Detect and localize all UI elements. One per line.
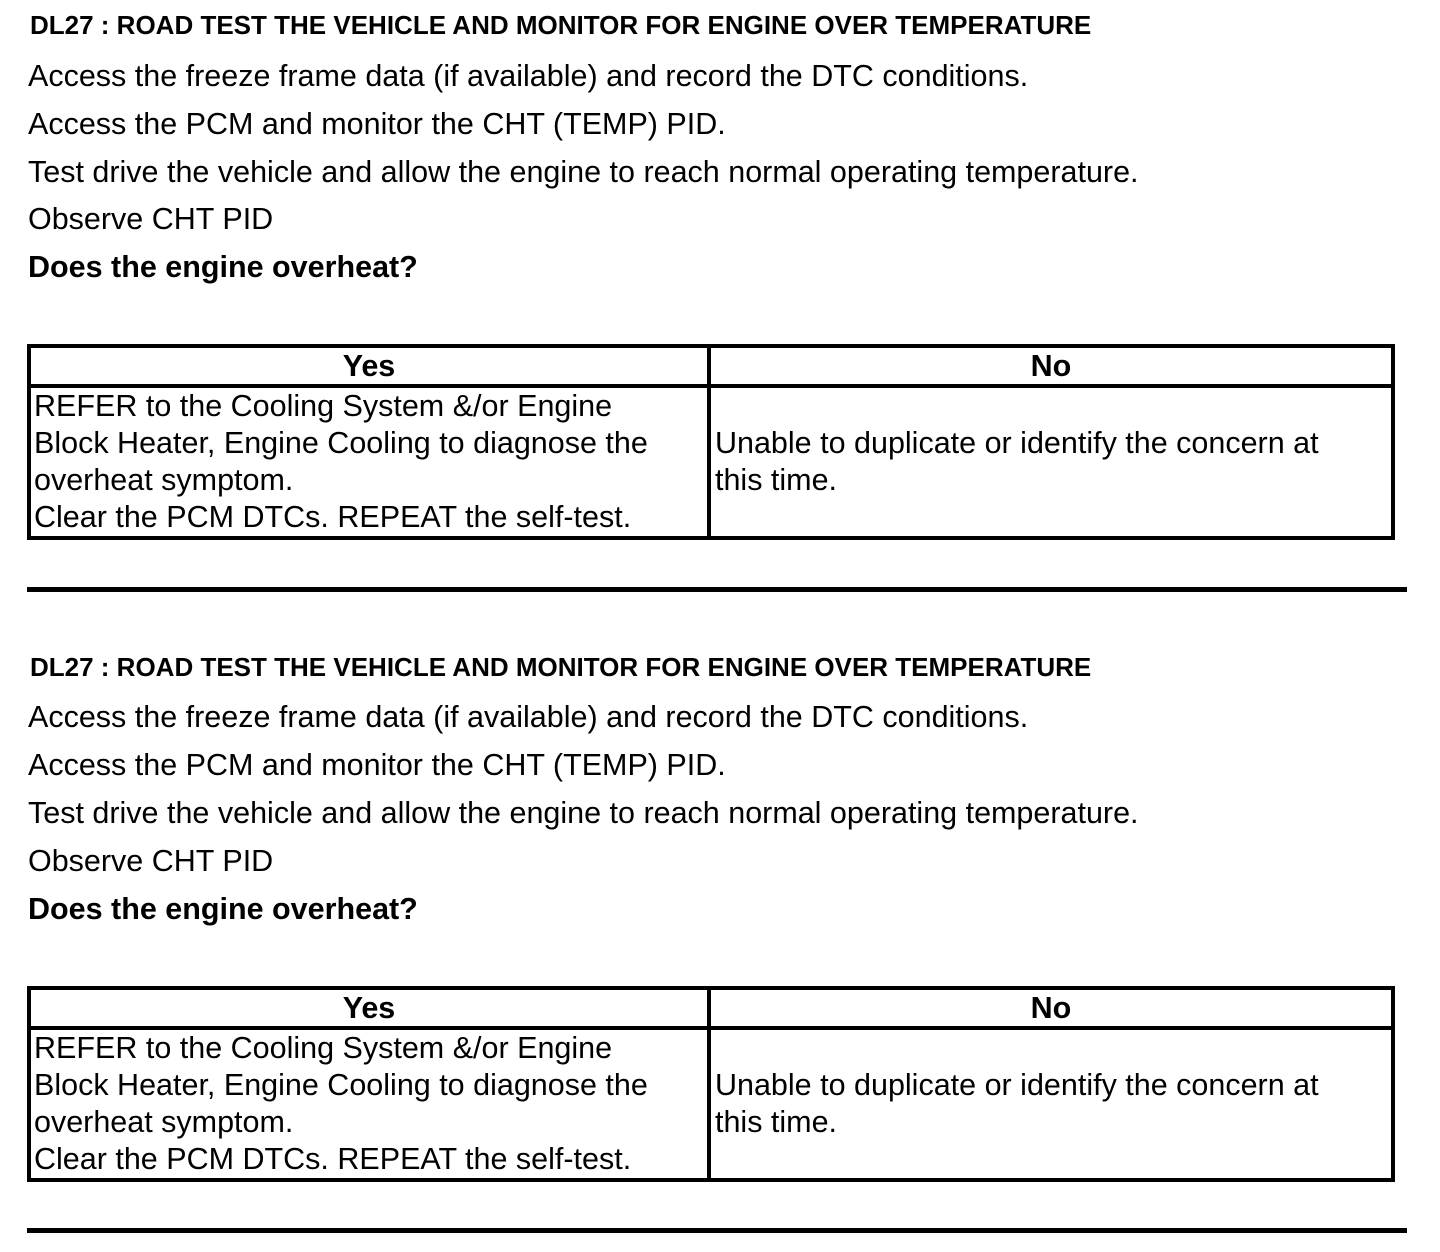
yes-action-line: Clear the PCM DTCs. REPEAT the self-test.: [34, 500, 632, 534]
instruction-line: Access the PCM and monitor the CHT (TEMP) PID.: [28, 107, 726, 141]
no-action-cell: [709, 386, 1393, 538]
step-title: DL27 : ROAD TEST THE VEHICLE AND MONITOR FOR ENGINE OVER TEMPERATURE: [30, 10, 1092, 40]
step-title: DL27 : ROAD TEST THE VEHICLE AND MONITOR FOR ENGINE OVER TEMPERATURE: [30, 652, 1092, 682]
yes-no-table: [27, 986, 1395, 1182]
no-action-line: this time.: [714, 1105, 838, 1139]
section-divider: [27, 1228, 1407, 1233]
step-question: Does the engine overheat?: [28, 250, 418, 284]
no-action-line: this time.: [714, 463, 838, 497]
yes-action-line: overheat symptom.: [34, 1105, 294, 1139]
no-action-cell: [709, 1028, 1393, 1180]
no-action-line: Unable to duplicate or identify the concern at: [714, 1068, 1319, 1102]
instruction-line: Access the freeze frame data (if available) and record the DTC conditions.: [28, 700, 1029, 734]
yes-action-line: overheat symptom.: [34, 463, 294, 497]
no-action-line: Unable to duplicate or identify the concern at: [714, 426, 1319, 460]
table-row: [29, 1028, 1393, 1180]
table-header-row: [29, 346, 1393, 386]
no-header: No: [709, 346, 1393, 386]
yes-action-line: Block Heater, Engine Cooling to diagnose the: [34, 1068, 648, 1102]
no-header: No: [709, 988, 1393, 1028]
instruction-line: Access the PCM and monitor the CHT (TEMP) PID.: [28, 748, 726, 782]
instruction-line: Test drive the vehicle and allow the engine to reach normal operating temperature.: [28, 155, 1139, 189]
instruction-line: Observe CHT PID: [28, 844, 274, 878]
step-question: Does the engine overheat?: [28, 892, 418, 926]
yes-action-cell: [29, 386, 709, 538]
yes-action-cell: [29, 1028, 709, 1180]
instruction-line: Observe CHT PID: [28, 202, 274, 236]
instruction-line: Access the freeze frame data (if available) and record the DTC conditions.: [28, 59, 1029, 93]
yes-action-line: REFER to the Cooling System &/or Engine: [34, 1031, 613, 1065]
yes-no-table: [27, 344, 1395, 540]
yes-header: Yes: [29, 346, 709, 386]
table-row: [29, 386, 1393, 538]
table-header-row: [29, 988, 1393, 1028]
yes-action-line: Clear the PCM DTCs. REPEAT the self-test.: [34, 1142, 632, 1176]
yes-action-line: Block Heater, Engine Cooling to diagnose the: [34, 426, 648, 460]
yes-header: Yes: [29, 988, 709, 1028]
instruction-line: Test drive the vehicle and allow the engine to reach normal operating temperature.: [28, 796, 1139, 830]
section-divider: [27, 587, 1407, 592]
yes-action-line: REFER to the Cooling System &/or Engine: [34, 389, 613, 423]
